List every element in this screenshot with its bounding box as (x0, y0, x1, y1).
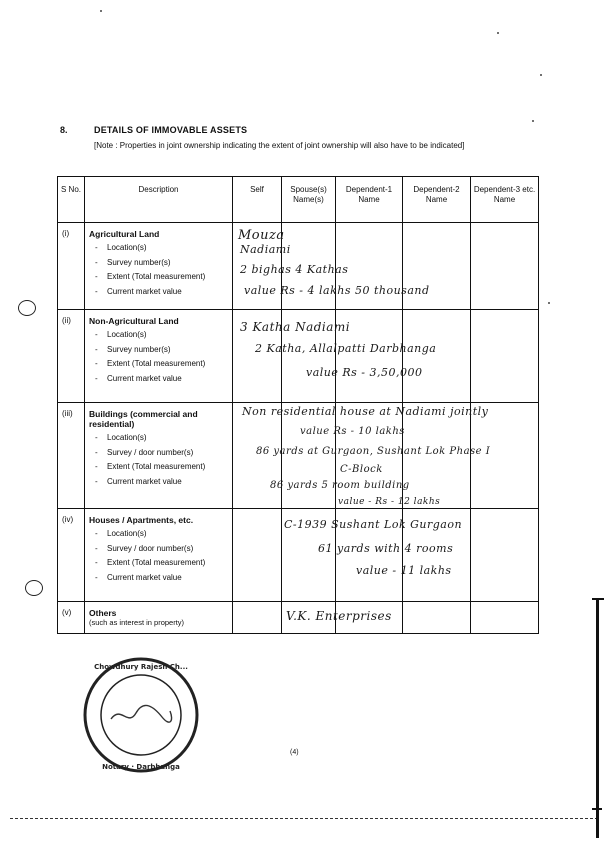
row-number: (iv) (58, 509, 85, 602)
svg-text:Chowdhury Rajesh Ch...: Chowdhury Rajesh Ch... (94, 663, 188, 671)
notary-seal-icon (66, 655, 216, 775)
svg-text:Notary · Darbhanga: Notary · Darbhanga (102, 763, 180, 771)
page-edge-mark (596, 598, 599, 838)
handwritten-entry: Nadiami (240, 243, 291, 256)
row-number: (iii) (58, 403, 85, 509)
handwritten-entry: value Rs - 3,50,000 (306, 366, 423, 379)
edge-tick (592, 598, 604, 600)
category-title: Agricultural Land (89, 229, 160, 239)
row-description (85, 223, 233, 310)
handwritten-entry: value Rs - 4 lakhs 50 thousand (244, 284, 430, 297)
field-label: - Location(s) (89, 529, 232, 539)
field-label: - Location(s) (89, 433, 232, 443)
row-description (85, 310, 233, 403)
speck (100, 10, 102, 12)
handwritten-entry: Mouza (238, 228, 285, 243)
handwritten-entry: V.K. Enterprises (286, 609, 392, 623)
row-number: (i) (58, 223, 85, 310)
category-title: Buildings (commercial and residential) (89, 409, 198, 429)
field-label: - Extent (Total measurement) (89, 359, 232, 369)
handwritten-entry: 2 Katha, Allalpatti Darbhanga (255, 342, 437, 355)
header-self: Self (233, 177, 282, 223)
field-label: - Current market value (89, 374, 232, 384)
field-label: - Location(s) (89, 243, 232, 253)
speck (548, 302, 550, 304)
header-dependent-1: Dependent-1 Name (336, 177, 403, 223)
handwritten-entry: 86 yards at Gurgaon, Sushant Lok Phase I (256, 446, 491, 457)
handwritten-entry: value Rs - 10 lakhs (300, 426, 405, 437)
section-title: DETAILS OF IMMOVABLE ASSETS (94, 125, 248, 135)
table-header-row (58, 177, 539, 223)
row-description (85, 403, 233, 509)
category-subtitle: (such as interest in property) (89, 618, 185, 627)
handwritten-entry: C-1939 Sushant Lok Gurgaon (284, 518, 463, 531)
section-number: 8. (60, 125, 68, 135)
category-title: Others (89, 608, 117, 618)
handwritten-entry: value - Rs - 12 lakhs (338, 497, 441, 507)
field-label: - Current market value (89, 477, 232, 487)
field-label: - Survey / door number(s) (89, 544, 232, 554)
field-label: - Survey number(s) (89, 258, 232, 268)
row-number: (v) (58, 602, 85, 634)
binder-hole-icon (18, 300, 36, 316)
handwritten-entry: 86 yards 5 room building (270, 480, 410, 491)
field-label: - Survey / door number(s) (89, 448, 232, 458)
footer-divider (10, 818, 598, 819)
category-title: Houses / Apartments, etc. (89, 515, 194, 525)
page-number: (4) (290, 749, 299, 756)
field-label: - Extent (Total measurement) (89, 272, 232, 282)
edge-tick (592, 808, 602, 810)
handwritten-entry: 3 Katha Nadiami (240, 320, 351, 334)
field-label: - Location(s) (89, 330, 232, 340)
binder-hole-icon (25, 580, 43, 596)
field-label: - Extent (Total measurement) (89, 558, 232, 568)
header-spouse: Spouse(s) Name(s) (282, 177, 336, 223)
handwritten-entry: 61 yards with 4 rooms (318, 542, 454, 555)
speck (540, 74, 542, 76)
category-title: Non-Agricultural Land (89, 316, 179, 326)
section-note: [Note : Properties in joint ownership indicating the extent of joint ownership will also have to be indicated] (94, 141, 465, 150)
field-label: - Current market value (89, 287, 232, 297)
speck (532, 120, 534, 122)
row-description (85, 602, 233, 634)
header-dependent-2: Dependent-2 Name (403, 177, 471, 223)
header-sno: S No. (58, 177, 85, 223)
field-label: - Survey number(s) (89, 345, 232, 355)
header-dependent-3: Dependent-3 etc. Name (471, 177, 539, 223)
handwritten-entry: C-Block (340, 464, 383, 475)
field-label: - Current market value (89, 573, 232, 583)
handwritten-entry: Non residential house at Nadiami jointly (242, 405, 489, 418)
header-description: Description (85, 177, 233, 223)
field-label: - Extent (Total measurement) (89, 462, 232, 472)
row-number: (ii) (58, 310, 85, 403)
row-description (85, 509, 233, 602)
handwritten-entry: 2 bighas 4 Kathas (240, 263, 349, 276)
handwritten-entry: value - 11 lakhs (356, 564, 452, 577)
speck (497, 32, 499, 34)
